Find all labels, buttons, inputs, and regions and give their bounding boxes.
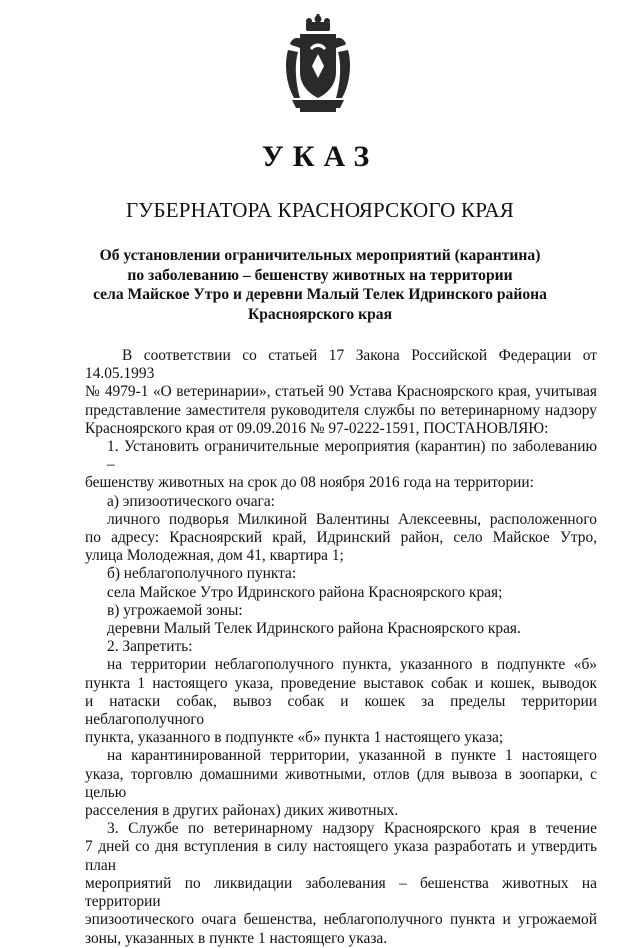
body-line: указа, торговлю домашними животными, отлов (для вывоза в зоопарки, с целью xyxy=(85,765,597,801)
body-line: в) угрожаемой зоны: xyxy=(107,601,243,619)
body-line: 2. Запретить: xyxy=(107,638,193,656)
body-line: на территории неблагополучного пункта, указанного в подпункте «б» xyxy=(107,656,597,674)
heading-line: по заболеванию – бешенству животных на территории xyxy=(127,266,513,284)
document-subtitle: ГУБЕРНАТОРА КРАСНОЯРСКОГО КРАЯ xyxy=(126,198,514,222)
body-line: по адресу: Красноярский край, Идринский район, село Майское Утро, xyxy=(85,529,597,547)
body-line: б) неблагополучного пункта: xyxy=(107,565,297,583)
body-line: 1. Установить ограничительные мероприятия (карантин) по заболеванию – xyxy=(107,438,597,474)
body-line: бешенству животных на срок до 08 ноября 2016 года на территории: xyxy=(85,474,534,492)
heading-line: села Майское Утро и деревни Малый Телек Идринского района xyxy=(93,286,547,303)
body-line: пункта 1 настоящего указа, проведение выставок собак и кошек, выводок xyxy=(85,674,597,692)
body-line: улица Молодежная, дом 41, квартира 1; xyxy=(85,547,344,565)
body-line: 7 дней со дня вступления в силу настоящего указа разработать и утвердить план xyxy=(85,838,597,874)
body-line: личного подворья Милкиной Валентины Алексеевны, расположенного xyxy=(107,510,597,528)
heading-line: Об установлении ограничительных мероприятий (карантина) xyxy=(99,247,541,264)
body-line: и натаски собак, вывоз собак и кошек за пределы территории неблагополучного xyxy=(85,692,597,729)
body-line: села Майское Утро Идринского района Красноярского края; xyxy=(107,583,503,601)
body-line: эпизоотического очага бешенства, неблагополучного пункта и угрожаемой xyxy=(85,911,597,929)
heading-line: Красноярского края xyxy=(247,305,393,323)
body-line: мероприятий по ликвидации заболевания – бешенства животных на территории xyxy=(85,874,597,911)
document-title: УКАЗ xyxy=(261,140,379,173)
krasnoyarsk-coat-of-arms-icon xyxy=(280,14,356,114)
body-line: на карантинированной территории, указанной в пункте 1 настоящего xyxy=(107,747,597,765)
body-line: деревни Малый Телек Идринского района Красноярского края. xyxy=(107,620,521,638)
body-line: зоны, указанных в пункте 1 настоящего указа. xyxy=(85,929,388,947)
body-line: представление заместителя руководителя службы по ветеринарному надзору xyxy=(85,401,597,419)
body-line: В соответствии со статьей 17 Закона Российской Федерации от 14.05.1993 xyxy=(85,347,597,383)
body-line: Красноярского края от 09.09.2016 № 97-0222-1591, ПОСТАНОВЛЯЮ: xyxy=(85,419,549,437)
body-line: 3. Службе по ветеринарному надзору Красноярского края в течение xyxy=(107,820,597,838)
document-heading xyxy=(70,246,570,324)
body-line: а) эпизоотического очага: xyxy=(107,492,275,510)
body-line: расселения в других районах) диких животных. xyxy=(85,802,399,820)
document-body xyxy=(85,347,597,948)
body-line: пункта, указанного в подпункте «б» пункта 1 настоящего указа; xyxy=(85,729,504,747)
body-line: № 4979-1 «О ветеринарии», статьей 90 Устава Красноярского края, учитывая xyxy=(85,383,597,401)
